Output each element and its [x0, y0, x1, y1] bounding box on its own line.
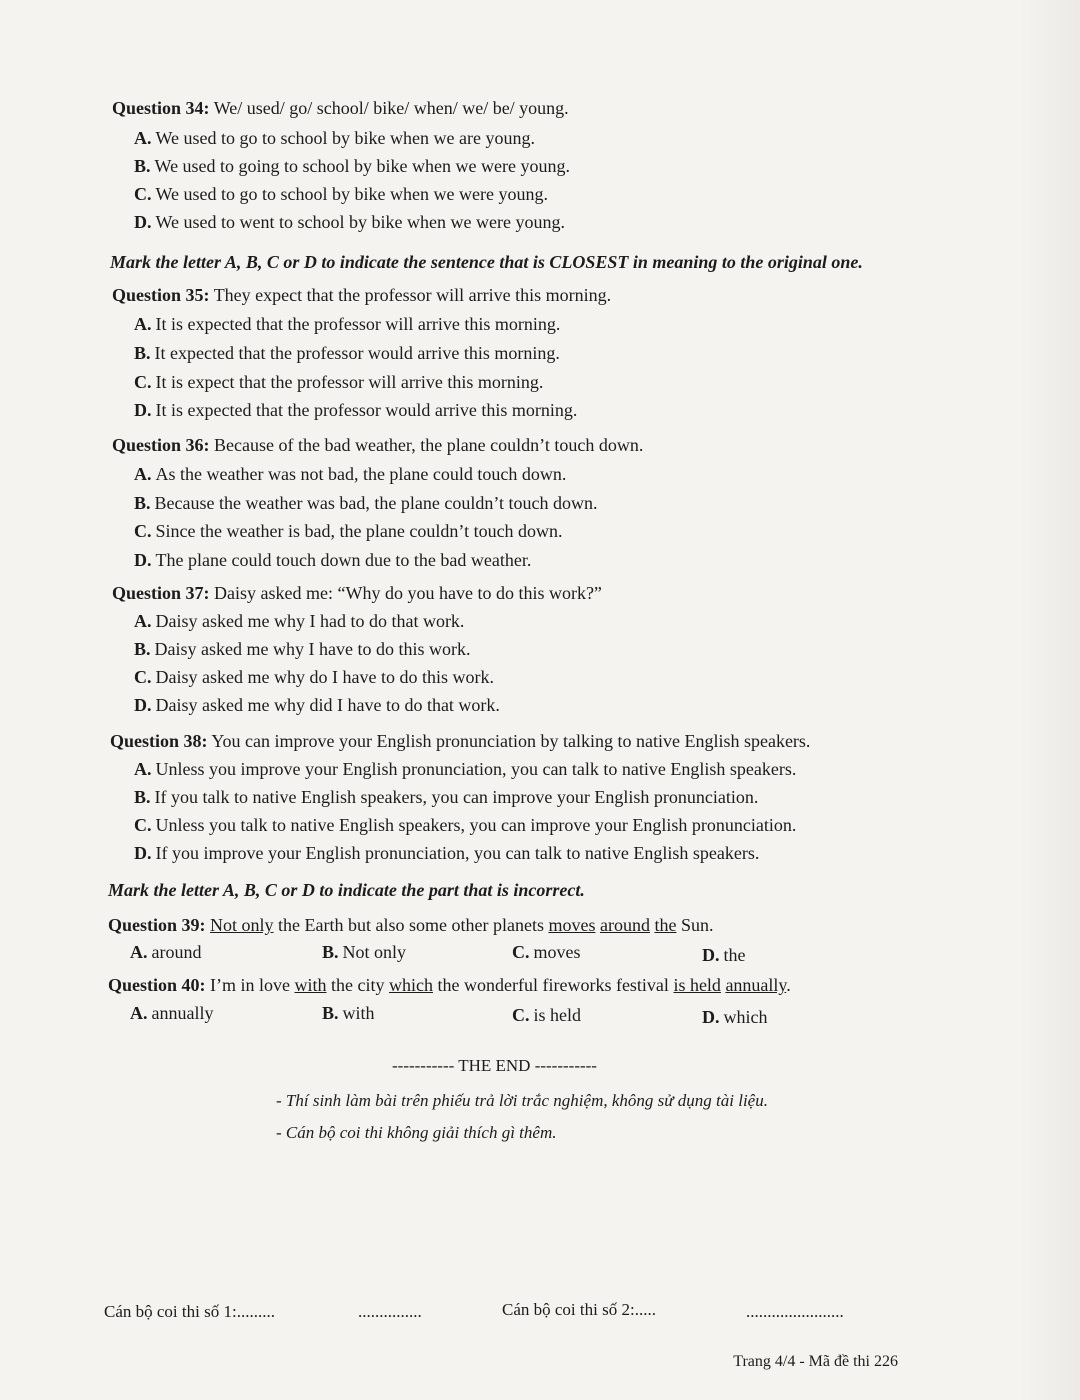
q36-option-d: D. The plane could touch down due to the bad weather. — [134, 550, 532, 570]
q39-option-b: B. Not only — [322, 942, 407, 962]
q36-option-a: A. As the weather was not bad, the plane could touch down. — [134, 464, 567, 484]
q40-option-b: B. with — [322, 1003, 375, 1023]
proctor-2-signature-dots: ....................... — [746, 1302, 844, 1321]
proctor-2-signature: Cán bộ coi thi số 2:..... — [502, 1300, 656, 1319]
q36-option-c: C. Since the weather is bad, the plane couldn’t touch down. — [134, 521, 563, 541]
q34-option-c: C. We used to go to school by bike when we were young. — [134, 184, 548, 204]
question-label: Question 39: — [108, 915, 206, 935]
question-text: They expect that the professor will arrive this morning. — [209, 285, 612, 305]
underlined-part: around — [599, 915, 650, 935]
q34-option-a: A. We used to go to school by bike when we are young. — [134, 128, 535, 148]
underlined-part: with — [294, 975, 327, 995]
question-text: You can improve your English pronunciation by talking to native English speakers. — [207, 731, 811, 751]
question-39: Question 39: Not only the Earth but also some other planets moves around the Sun. — [108, 915, 714, 935]
question-label: Question 40: — [108, 975, 206, 995]
question-37 — [112, 583, 602, 604]
q35-option-a: A. It is expected that the professor will arrive this morning. — [134, 314, 561, 334]
question-text: Daisy asked me: “Why do you have to do this work?” — [209, 583, 602, 603]
q40-option-a: A. annually — [130, 1003, 214, 1023]
instruction-closest-meaning: Mark the letter A, B, C or D to indicate the sentence that is CLOSEST in meaning to the original one. — [110, 252, 863, 272]
question-text: Because of the bad weather, the plane couldn’t touch down. — [209, 435, 644, 455]
q38-option-c: C. Unless you talk to native English speakers, you can improve your English pronunciation. — [134, 815, 797, 835]
q34-option-b: B. We used to going to school by bike when we were young. — [134, 156, 570, 176]
question-38 — [110, 731, 810, 752]
q40-option-c: C. is held — [512, 1005, 581, 1025]
q40-option-d: D. which — [702, 1007, 768, 1027]
the-end-marker: ----------- THE END ----------- — [392, 1056, 597, 1075]
question-label: Question 34: — [112, 98, 210, 118]
q39-option-d: D. the — [702, 945, 746, 965]
instruction-incorrect-part: Mark the letter A, B, C or D to indicate the part that is incorrect. — [108, 880, 585, 900]
question-label: Question 38: — [110, 731, 208, 751]
q37-option-a: A. Daisy asked me why I had to do that work. — [134, 611, 465, 631]
page-footer: Trang 4/4 - Mã đề thi 226 — [733, 1353, 898, 1370]
q34-option-d: D. We used to went to school by bike when we were young. — [134, 212, 565, 232]
q35-option-c: C. It is expect that the professor will arrive this morning. — [134, 372, 544, 392]
q35-option-d: D. It is expected that the professor would arrive this morning. — [134, 400, 578, 420]
question-label: Question 35: — [112, 285, 210, 305]
underlined-part: the — [654, 915, 677, 935]
q37-option-d: D. Daisy asked me why did I have to do that work. — [134, 695, 500, 715]
underlined-part: annually — [725, 975, 787, 995]
underlined-part: which — [389, 975, 433, 995]
q39-option-a: A. around — [130, 942, 202, 962]
q35-option-b: B. It expected that the professor would arrive this morning. — [134, 343, 560, 363]
q37-option-b: B. Daisy asked me why I have to do this work. — [134, 639, 471, 659]
exam-note-1: - Thí sinh làm bài trên phiếu trả lời trắc nghiệm, không sử dụng tài liệu. — [276, 1091, 768, 1110]
exam-note-2: - Cán bộ coi thi không giải thích gì thêm. — [276, 1123, 557, 1142]
q38-option-d: D. If you improve your English pronunciation, you can talk to native English speakers. — [134, 843, 760, 863]
q37-option-c: C. Daisy asked me why do I have to do this work. — [134, 667, 494, 687]
proctor-1-signature-dots: ............... — [358, 1302, 422, 1321]
question-40: Question 40: I’m in love with the city which the wonderful fireworks festival is held annually. — [108, 975, 791, 995]
underlined-part: moves — [548, 915, 596, 935]
scan-edge-shadow — [1020, 0, 1080, 1400]
q39-option-c: C. moves — [512, 942, 581, 962]
underlined-part: Not only — [210, 915, 274, 935]
question-34 — [112, 98, 569, 119]
underlined-part: is held — [673, 975, 721, 995]
question-36 — [112, 435, 643, 456]
question-text: We/ used/ go/ school/ bike/ when/ we/ be/ young. — [209, 98, 569, 118]
question-label: Question 36: — [112, 435, 210, 455]
question-35 — [112, 285, 611, 306]
q38-option-b: B. If you talk to native English speakers, you can improve your English pronunciation. — [134, 787, 759, 807]
q36-option-b: B. Because the weather was bad, the plane couldn’t touch down. — [134, 493, 598, 513]
q38-option-a: A. Unless you improve your English pronunciation, you can talk to native English speakers. — [134, 759, 797, 779]
proctor-1-signature: Cán bộ coi thi số 1:......... — [104, 1302, 275, 1321]
question-label: Question 37: — [112, 583, 210, 603]
